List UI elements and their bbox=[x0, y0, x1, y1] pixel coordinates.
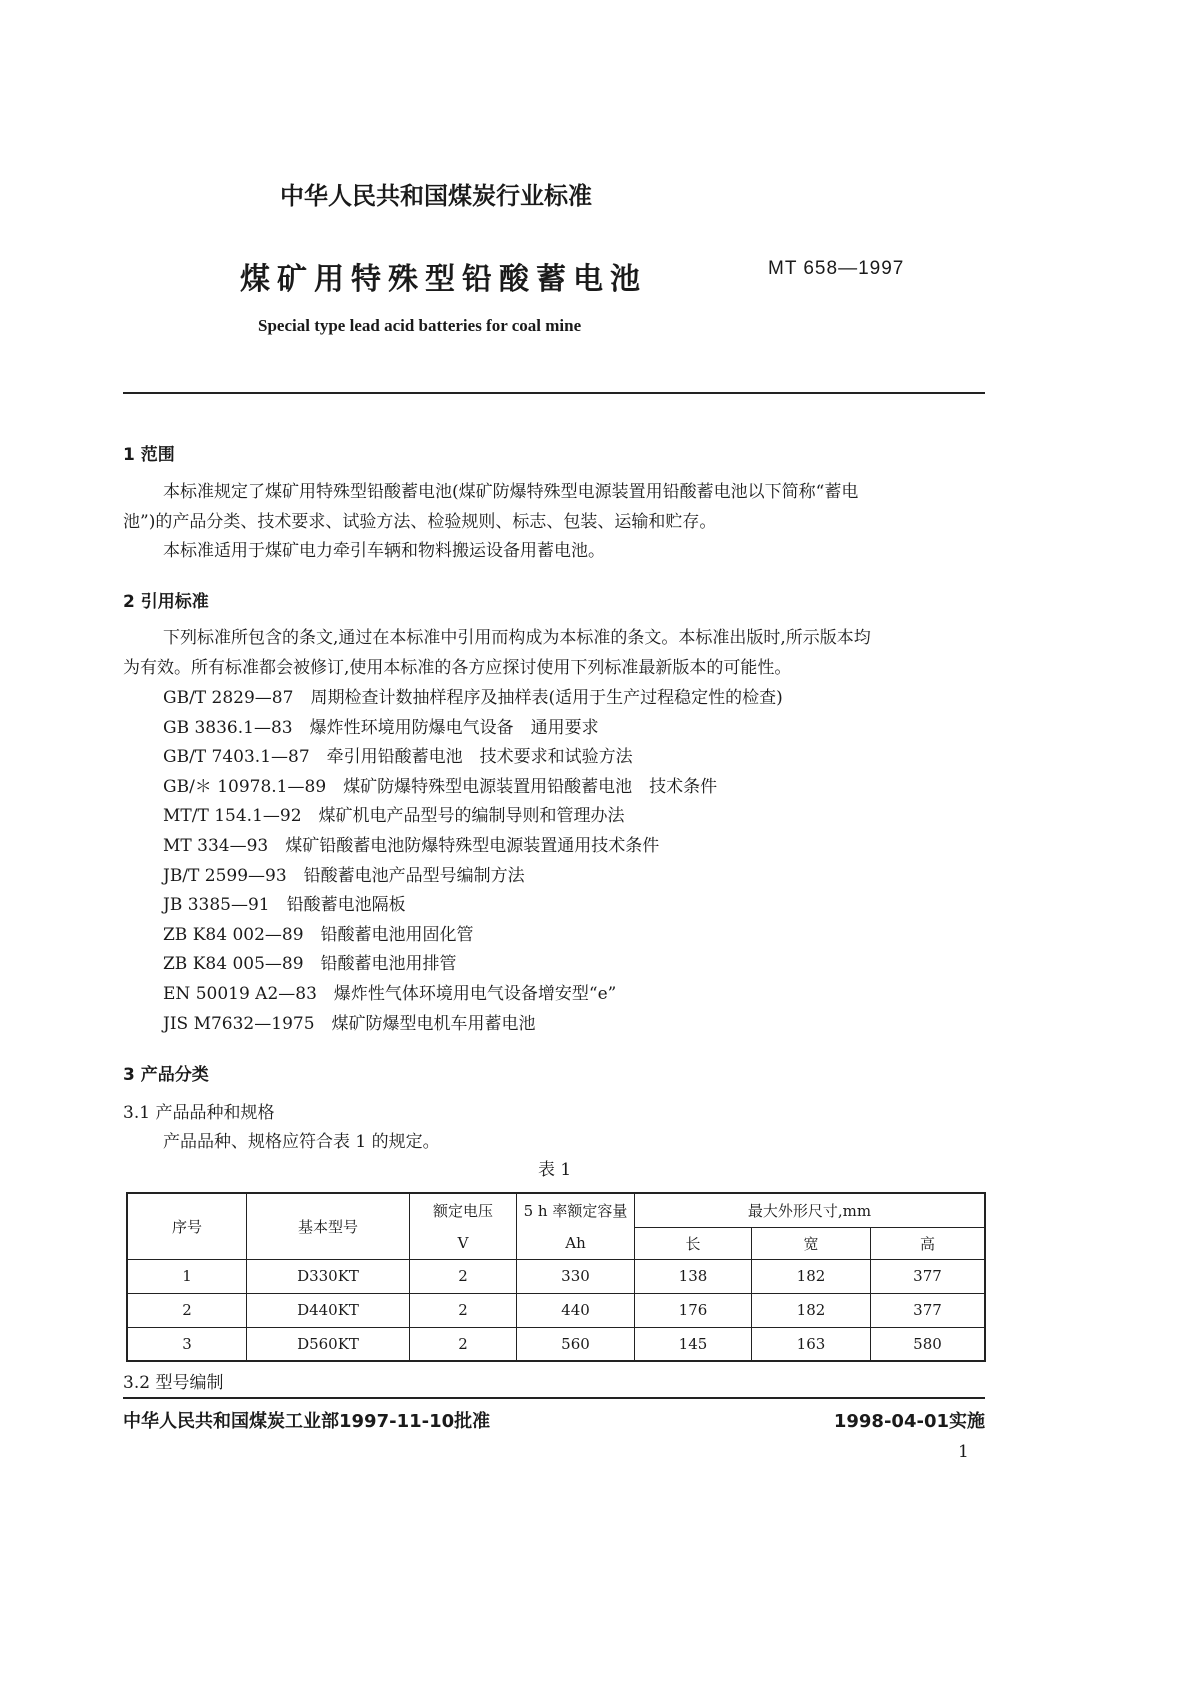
table-caption: 表 1 bbox=[538, 1160, 572, 1180]
header-height: 高 bbox=[871, 1227, 986, 1259]
reference-item: GB/T 2829—87 周期检查计数抽样程序及抽样表(适用于生产过程稳定性的检查) bbox=[163, 688, 783, 708]
reference-item: MT/T 154.1—92 煤矿机电产品型号的编制导则和管理办法 bbox=[163, 806, 625, 827]
header-divider bbox=[123, 392, 985, 394]
row-height: 377 bbox=[871, 1259, 986, 1293]
row-no: 1 bbox=[127, 1259, 247, 1293]
approval-line: 中华人民共和国煤炭工业部1997-11-10批准 bbox=[123, 1411, 491, 1432]
header-no: 序号 bbox=[127, 1193, 247, 1259]
issuing-body-title: 中华人民共和国煤炭行业标准 bbox=[280, 182, 592, 210]
row-model: D440KT bbox=[247, 1293, 410, 1327]
header-voltage: 额定电压 bbox=[410, 1193, 517, 1227]
reference-item: JB/T 2599—93 铅酸蓄电池产品型号编制方法 bbox=[163, 865, 525, 886]
reference-item: GB 3836.1—83 爆炸性环境用防爆电气设备 通用要求 bbox=[163, 717, 599, 738]
row-height: 580 bbox=[871, 1327, 986, 1361]
row-capacity: 440 bbox=[517, 1293, 635, 1327]
header-width: 宽 bbox=[752, 1227, 871, 1259]
row-no: 2 bbox=[127, 1293, 247, 1327]
table-row bbox=[127, 1293, 985, 1327]
document-title: 煤矿用特殊型铅酸蓄电池 bbox=[240, 262, 647, 297]
section-2-paragraph: 为有效。所有标准都会被修订,使用本标准的各方应探讨使用下列标准最新版本的可能性。 bbox=[123, 658, 792, 678]
effective-date: 1998-04-01实施 bbox=[833, 1411, 985, 1432]
reference-item: GB/T 7403.1—87 牵引用铅酸蓄电池 技术要求和试验方法 bbox=[163, 747, 633, 768]
header-length: 长 bbox=[635, 1227, 752, 1259]
row-length: 145 bbox=[635, 1327, 752, 1361]
section-3-1-text: 产品品种、规格应符合表 1 的规定。 bbox=[163, 1132, 440, 1152]
standard-code: MT 658—1997 bbox=[768, 258, 905, 279]
row-model: D560KT bbox=[247, 1327, 410, 1361]
row-capacity: 330 bbox=[517, 1259, 635, 1293]
product-spec-table bbox=[126, 1192, 986, 1362]
english-title: Special type lead acid batteries for coal mine bbox=[258, 316, 582, 335]
section-3-heading: 3 产品分类 bbox=[123, 1065, 209, 1085]
row-width: 182 bbox=[752, 1293, 871, 1327]
table-row bbox=[127, 1327, 985, 1361]
reference-item: MT 334—93 煤矿铅酸蓄电池防爆特殊型电源装置通用技术条件 bbox=[163, 836, 660, 856]
section-1-paragraph: 本标准规定了煤矿用特殊型铅酸蓄电池(煤矿防爆特殊型电源装置用铅酸蓄电池以下简称“蓄电 bbox=[163, 482, 859, 502]
row-model: D330KT bbox=[247, 1259, 410, 1293]
section-1-paragraph: 本标准适用于煤矿电力牵引车辆和物料搬运设备用蓄电池。 bbox=[163, 541, 605, 561]
reference-item: EN 50019 A2—83 爆炸性气体环境用电气设备增安型“e” bbox=[163, 984, 617, 1004]
row-voltage: 2 bbox=[410, 1293, 517, 1327]
row-width: 163 bbox=[752, 1327, 871, 1361]
header-voltage-unit: V bbox=[410, 1227, 517, 1259]
row-length: 176 bbox=[635, 1293, 752, 1327]
header-dimensions: 最大外形尺寸,mm bbox=[635, 1193, 986, 1227]
row-width: 182 bbox=[752, 1259, 871, 1293]
header-capacity-unit: Ah bbox=[517, 1227, 635, 1259]
row-capacity: 560 bbox=[517, 1327, 635, 1361]
section-3-1-heading: 3.1 产品品种和规格 bbox=[123, 1103, 275, 1123]
reference-item: ZB K84 002—89 铅酸蓄电池用固化管 bbox=[163, 924, 474, 945]
reference-item: ZB K84 005—89 铅酸蓄电池用排管 bbox=[163, 954, 457, 975]
row-voltage: 2 bbox=[410, 1259, 517, 1293]
row-no: 3 bbox=[127, 1327, 247, 1361]
section-2-heading: 2 引用标准 bbox=[123, 592, 209, 612]
reference-item: JB 3385—91 铅酸蓄电池隔板 bbox=[163, 895, 406, 916]
row-length: 138 bbox=[635, 1259, 752, 1293]
reference-item: GB/＊ 10978.1—89 煤矿防爆特殊型电源装置用铅酸蓄电池 技术条件 bbox=[163, 776, 718, 797]
section-3-2-heading: 3.2 型号编制 bbox=[123, 1373, 224, 1393]
header-model: 基本型号 bbox=[247, 1193, 410, 1259]
footer-divider bbox=[123, 1397, 985, 1399]
reference-item: JIS M7632—1975 煤矿防爆型电机车用蓄电池 bbox=[163, 1013, 536, 1034]
section-2-paragraph: 下列标准所包含的条文,通过在本标准中引用而构成为本标准的条文。本标准出版时,所示版本均 bbox=[163, 628, 871, 648]
section-1-paragraph: 池”)的产品分类、技术要求、试验方法、检验规则、标志、包装、运输和贮存。 bbox=[123, 512, 717, 532]
section-1-heading: 1 范围 bbox=[123, 445, 175, 465]
table-row bbox=[127, 1259, 985, 1293]
header-capacity: 5 h 率额定容量 bbox=[517, 1193, 635, 1227]
row-voltage: 2 bbox=[410, 1327, 517, 1361]
row-height: 377 bbox=[871, 1293, 986, 1327]
page-number: 1 bbox=[958, 1442, 969, 1462]
